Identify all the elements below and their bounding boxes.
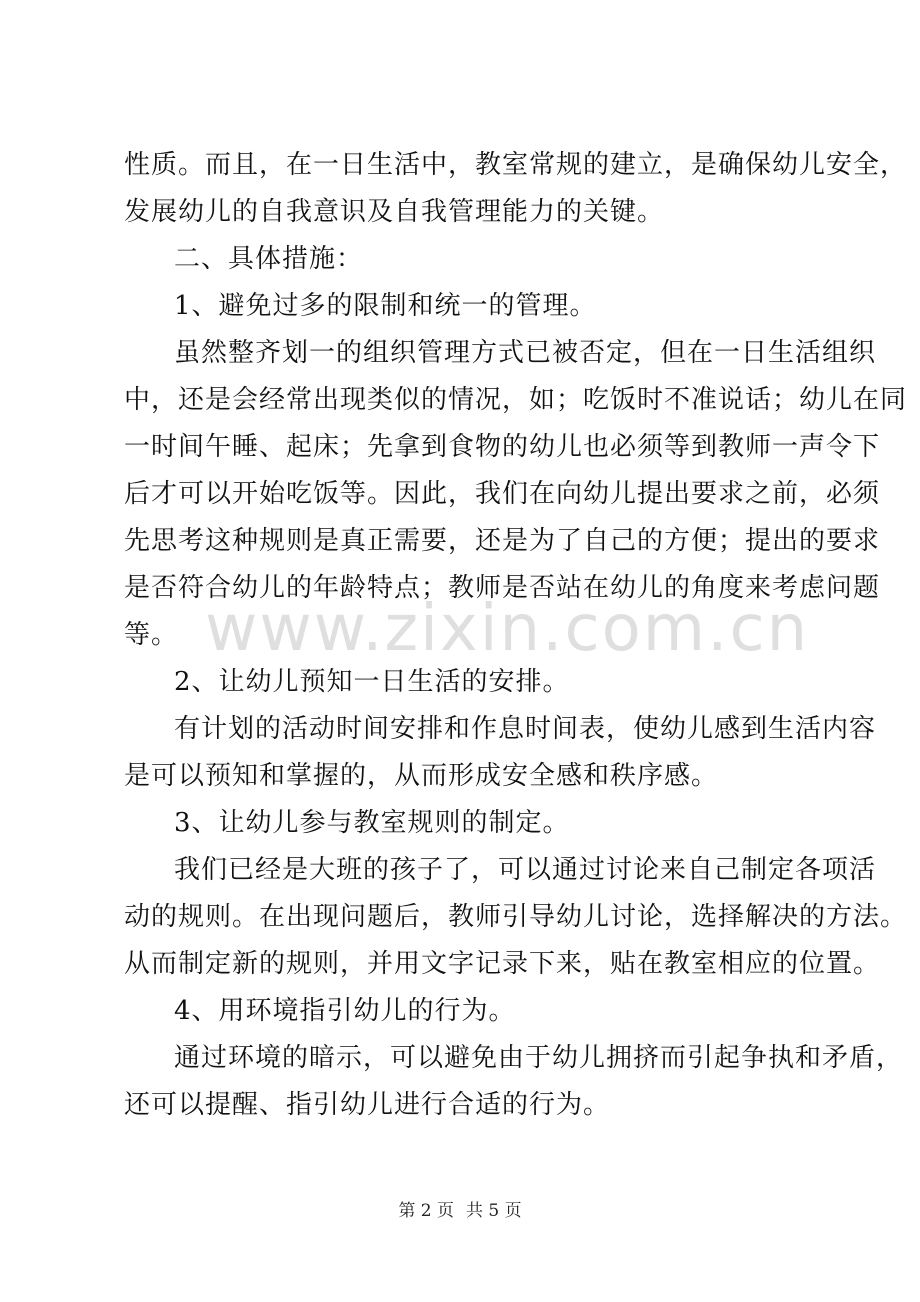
text-line: 是否符合幼儿的年龄特点；教师是否站在幼儿的角度来考虑问题 bbox=[124, 573, 881, 603]
page-total: 共 5 页 bbox=[466, 1201, 522, 1221]
text-line: 先思考这种规则是真正需要，还是为了自己的方便；提出的要求 bbox=[124, 526, 881, 556]
page-number: 第 2 页 bbox=[398, 1201, 454, 1221]
text-line: 中，还是会经常出现类似的情况，如；吃饭时不准说话；幼儿在同 bbox=[124, 385, 908, 415]
text-line: 虽然整齐划一的组织管理方式已被否定，但在一日生活组织 bbox=[174, 338, 877, 368]
text-line: 等。 bbox=[124, 620, 179, 650]
text-line: 一时间午睡、起床；先拿到食物的幼儿也必须等到教师一声令下 bbox=[124, 432, 881, 462]
text-line: 后才可以开始吃饭等。因此，我们在向幼儿提出要求之前，必须 bbox=[124, 479, 881, 509]
text-line: 我们已经是大班的孩子了，可以通过讨论来自己制定各项活 bbox=[174, 855, 877, 885]
text-line: 从而制定新的规则，并用文字记录下来，贴在教室相应的位置。 bbox=[124, 949, 881, 979]
section-heading: 二、具体措施： bbox=[174, 244, 364, 274]
list-heading: 1、避免过多的限制和统一的管理。 bbox=[174, 291, 597, 321]
text-line: 还可以提醒、指引幼儿进行合适的行为。 bbox=[124, 1090, 611, 1120]
text-line: 是可以预知和掌握的，从而形成安全感和秩序感。 bbox=[124, 761, 719, 791]
text-line: 发展幼儿的自我意识及自我管理能力的关键。 bbox=[124, 197, 665, 227]
page-footer bbox=[0, 1196, 920, 1221]
text-line: 有计划的活动时间安排和作息时间表，使幼儿感到生活内容 bbox=[174, 714, 877, 744]
text-line: 性质。而且，在一日生活中，教室常规的建立，是确保幼儿安全， bbox=[124, 150, 908, 180]
text-line: 动的规则。在出现问题后，教师引导幼儿讨论，选择解决的方法。 bbox=[124, 902, 908, 932]
list-heading: 4、用环境指引幼儿的行为。 bbox=[174, 996, 516, 1026]
watermark: www.zixin.com.cn bbox=[205, 592, 810, 666]
list-heading: 2、让幼儿预知一日生活的安排。 bbox=[174, 667, 570, 697]
list-heading: 3、让幼儿参与教室规则的制定。 bbox=[174, 808, 570, 838]
text-line: 通过环境的暗示，可以避免由于幼儿拥挤而引起争执和矛盾， bbox=[174, 1043, 904, 1073]
